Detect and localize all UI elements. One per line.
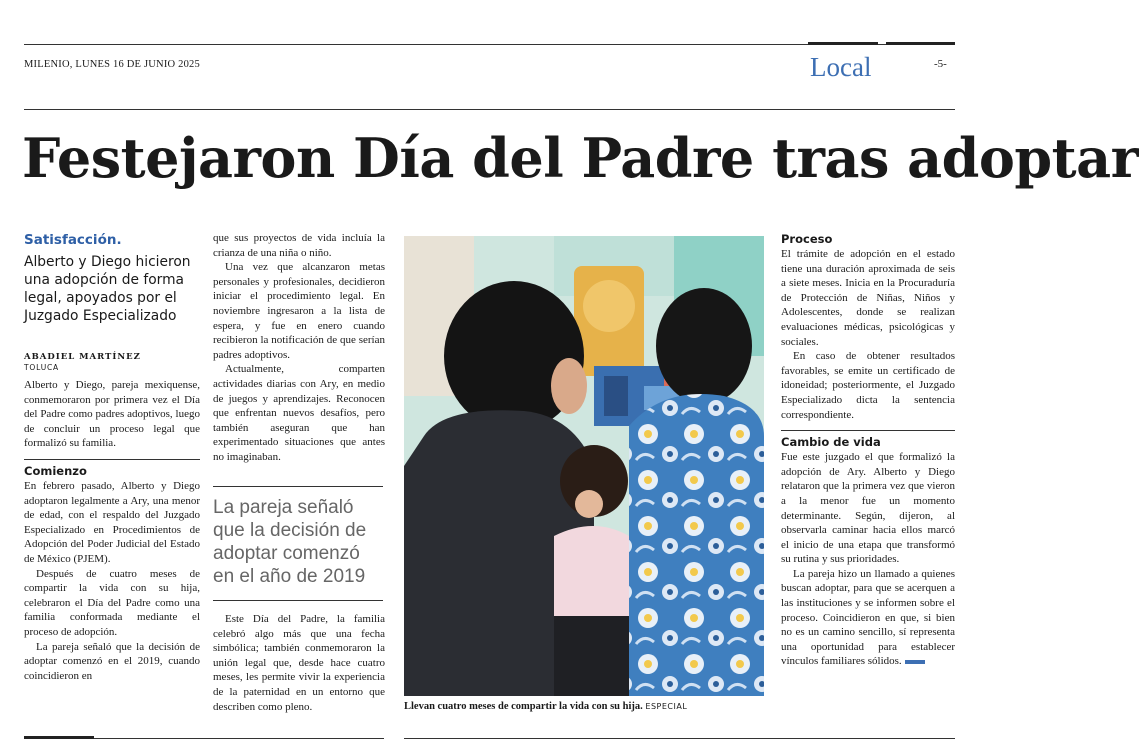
photo-caption (404, 701, 769, 712)
subhead-proceso: Proceso (781, 232, 833, 246)
end-mark (905, 660, 925, 664)
column-2 (213, 231, 385, 465)
headline: Festejaron Día del Padre tras adoptar (22, 126, 1139, 190)
final-paragraph-text: La pareja hizo un llamado a quienes buscan adoptar, para que se acerquen a las instituciones y se informen sobre el proceso. Coincidieron en que, si bien no es un camino sencillo, sí representa una oportunidad para establecer vínculos familiares sólidos. (781, 567, 955, 668)
section-name: Local (810, 52, 872, 82)
column-1 (24, 378, 200, 683)
paragraph: Este Día del Padre, la familia celebró algo más que una fecha simbólica; también conmemoraron la unión legal que, desde hace cuatro meses, les permite vivir la experiencia de la paternidad en un entorno que describen como pleno. (213, 613, 385, 713)
paragraph: En febrero pasado, Alberto y Diego adoptaron legalmente a Ary, una menor de edad, con el respaldo del Juzgado Especializado en Procedimientos de Adopción del Poder Judicial del Estado de México (PJEM). (24, 479, 200, 565)
top-rule-accent-1 (808, 42, 878, 45)
dateline: MILENIO, LUNES 16 DE JUNIO 2025 (24, 59, 200, 70)
photo-credit: ESPECIAL (645, 702, 688, 711)
pull-quote: La pareja señaló que la decisión de adoptar comenzó en el año de 2019 (213, 497, 367, 587)
article-photo (404, 236, 764, 696)
pullquote-rule-bottom (213, 600, 383, 601)
paragraph: El trámite de adopción en el estado tiene una duración aproximada de seis a siete meses. Inicia en la Procuraduría de Protección de Niñas, Niños y Adolescentes, donde se realizan evaluaciones médicas, psicológicas y sociales. (781, 248, 955, 348)
paragraph: En caso de obtener resultados favorables, se emite un certificado de idoneidad; posteriormente, el Juzgado Especializado dicta la sentencia correspondiente. (781, 350, 955, 421)
column-4 (781, 231, 955, 669)
bottom-rule-right (404, 738, 955, 739)
paragraph (781, 567, 955, 669)
summary: Alberto y Diego hicieron una adopción de forma legal, apoyados por el Juzgado Especializado (24, 254, 191, 324)
kicker: Satisfacción. (24, 232, 122, 248)
byline: ABADIEL MARTÍNEZ (24, 352, 141, 362)
location: TOLUCA (24, 363, 59, 372)
pullquote-rule-top (213, 486, 383, 487)
bottom-rule-left-accent (24, 736, 94, 739)
subhead-cambio-de-vida: Cambio de vida (781, 435, 881, 450)
page-number: -5- (934, 58, 947, 70)
paragraph: Después de cuatro meses de compartir la vida con su hija, celebraron el Día del Padre como una familia conformada mediante el proceso de adopción. (24, 567, 200, 638)
column-2-bottom (213, 612, 385, 714)
header-rule (24, 109, 955, 110)
paragraph: que sus proyectos de vida incluía la crianza de una niña o niño. (213, 232, 385, 259)
subhead-comienzo: Comienzo (24, 463, 87, 478)
caption-text: Llevan cuatro meses de compartir la vida con su hija. (404, 701, 643, 712)
paragraph: Fue este juzgado el que formalizó la adopción de Ary. Alberto y Diego relataron que la primera vez que vieron a la menor fue un momento determinante. Según, dijeron, al observarla caminar hacia ellos marcó el inicio de una etapa que transformó su rutina y sus prioridades. (781, 451, 955, 566)
section-rule (781, 430, 955, 431)
section-rule (24, 459, 200, 460)
paragraph: Una vez que alcanzaron metas personales y profesionales, decidieron iniciar el procedimiento legal. En noviembre ingresaron a la lista de espera, y fue en enero cuando recibieron la notificación de que serían padres adoptivos. (213, 261, 385, 361)
top-rule-accent-2 (886, 42, 955, 45)
paragraph: La pareja señaló que la decisión de adoptar comenzó en el 2019, cuando coincidieron en (24, 640, 200, 682)
intro-paragraph: Alberto y Diego, pareja mexiquense, conmemoraron por primera vez el Día del Padre como padres adoptivos, luego de concluir un proceso legal que formalizó su familia. (24, 379, 200, 450)
paragraph: Actualmente, comparten actividades diarias con Ary, en medio de juegos y aprendizajes. Reconocen que enfrentan nuevos desafíos, pero también aseguran que han experimentado situaciones que antes no imaginaban. (213, 363, 385, 463)
photo-illustration (404, 236, 764, 696)
